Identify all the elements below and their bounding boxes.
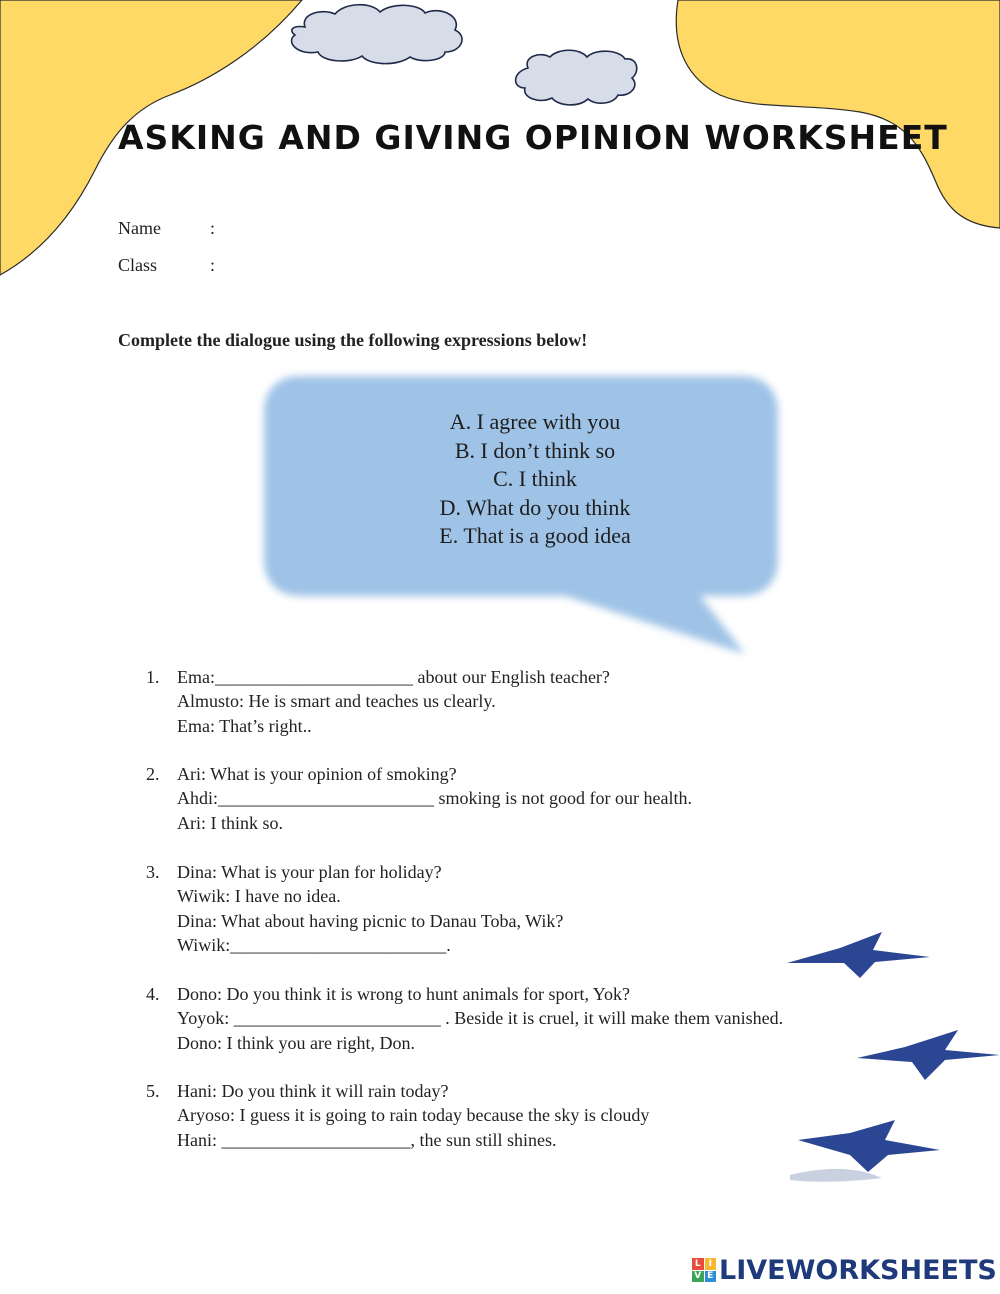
dialogue-line: Hani: _____________________, the sun still shines. xyxy=(177,1129,557,1150)
logo-letter: E xyxy=(705,1271,717,1283)
question-4 xyxy=(146,982,783,1055)
dialogue-line: Dina: What is your plan for holiday? xyxy=(177,862,442,882)
dialogue-line: Almusto: He is smart and teaches us clearly. xyxy=(177,691,496,712)
option-b: B. I don’t think so xyxy=(454,437,616,463)
star-2 xyxy=(857,1030,1000,1080)
question-5 xyxy=(146,1079,649,1152)
dialogue-line: Dina: What about having picnic to Danau Toba, Wik? xyxy=(177,910,564,931)
class-field xyxy=(118,255,215,276)
question-1 xyxy=(146,665,610,738)
dialogue-line: Ema: That’s right.. xyxy=(177,715,312,736)
yellow-wave-right xyxy=(676,0,1000,228)
dialogue-line: Wiwik: I have no idea. xyxy=(177,886,341,907)
dialogue-line: Dono: I think you are right, Don. xyxy=(177,1032,415,1053)
option-c: C. I think xyxy=(493,466,577,491)
dialogue-line: Ari: I think so. xyxy=(177,812,283,833)
question-number: 4. xyxy=(146,984,160,1004)
expression-options xyxy=(265,408,805,551)
cloud-left xyxy=(292,5,462,64)
question-number: 5. xyxy=(146,1081,160,1101)
class-label: Class xyxy=(118,255,158,275)
instruction: Complete the dialogue using the following expressions below! xyxy=(118,330,588,350)
stars xyxy=(787,932,1000,1182)
dialogue-line: Wiwik:________________________. xyxy=(177,935,451,956)
name-separator: : xyxy=(210,218,216,238)
question-number: 2. xyxy=(146,764,160,784)
logo-letter: I xyxy=(705,1258,717,1270)
star-1 xyxy=(787,932,930,978)
star-3 xyxy=(798,1120,940,1172)
liveworksheets-logo[interactable] xyxy=(692,1254,997,1286)
name-label: Name xyxy=(118,218,161,238)
logo-letter: L xyxy=(692,1258,704,1270)
option-d: D. What do you think xyxy=(439,494,631,520)
worksheet-title: ASKING AND GIVING OPINION WORKSHEET xyxy=(118,118,948,157)
question-2 xyxy=(146,762,692,835)
question-3 xyxy=(146,860,563,958)
dialogue-line: Yoyok: _______________________ . Beside it is cruel, it will make them vanished. xyxy=(177,1008,784,1029)
dialogue-line: Aryoso: I guess it is going to rain today because the sky is cloudy xyxy=(177,1105,650,1126)
logo-text: LIVEWORKSHEETS xyxy=(719,1254,997,1286)
cloud-right xyxy=(516,50,637,105)
class-separator: : xyxy=(210,255,216,275)
dialogue-line: Hani: Do you think it will rain today? xyxy=(177,1081,449,1101)
question-number: 1. xyxy=(146,667,160,687)
question-number: 3. xyxy=(146,862,160,882)
dialogue-line: Ari: What is your opinion of smoking? xyxy=(177,764,457,784)
option-e: E. That is a good idea xyxy=(439,523,631,548)
logo-letter: V xyxy=(692,1271,704,1283)
option-a: A. I agree with you xyxy=(449,409,621,434)
dialogue-line: Ahdi:________________________ smoking is not good for our health. xyxy=(177,788,692,809)
dialogue-line: Ema:______________________ about our English teacher? xyxy=(177,667,610,687)
dialogue-line: Dono: Do you think it is wrong to hunt animals for sport, Yok? xyxy=(177,984,630,1004)
logo-mark-icon xyxy=(692,1258,716,1282)
name-field xyxy=(118,218,215,239)
